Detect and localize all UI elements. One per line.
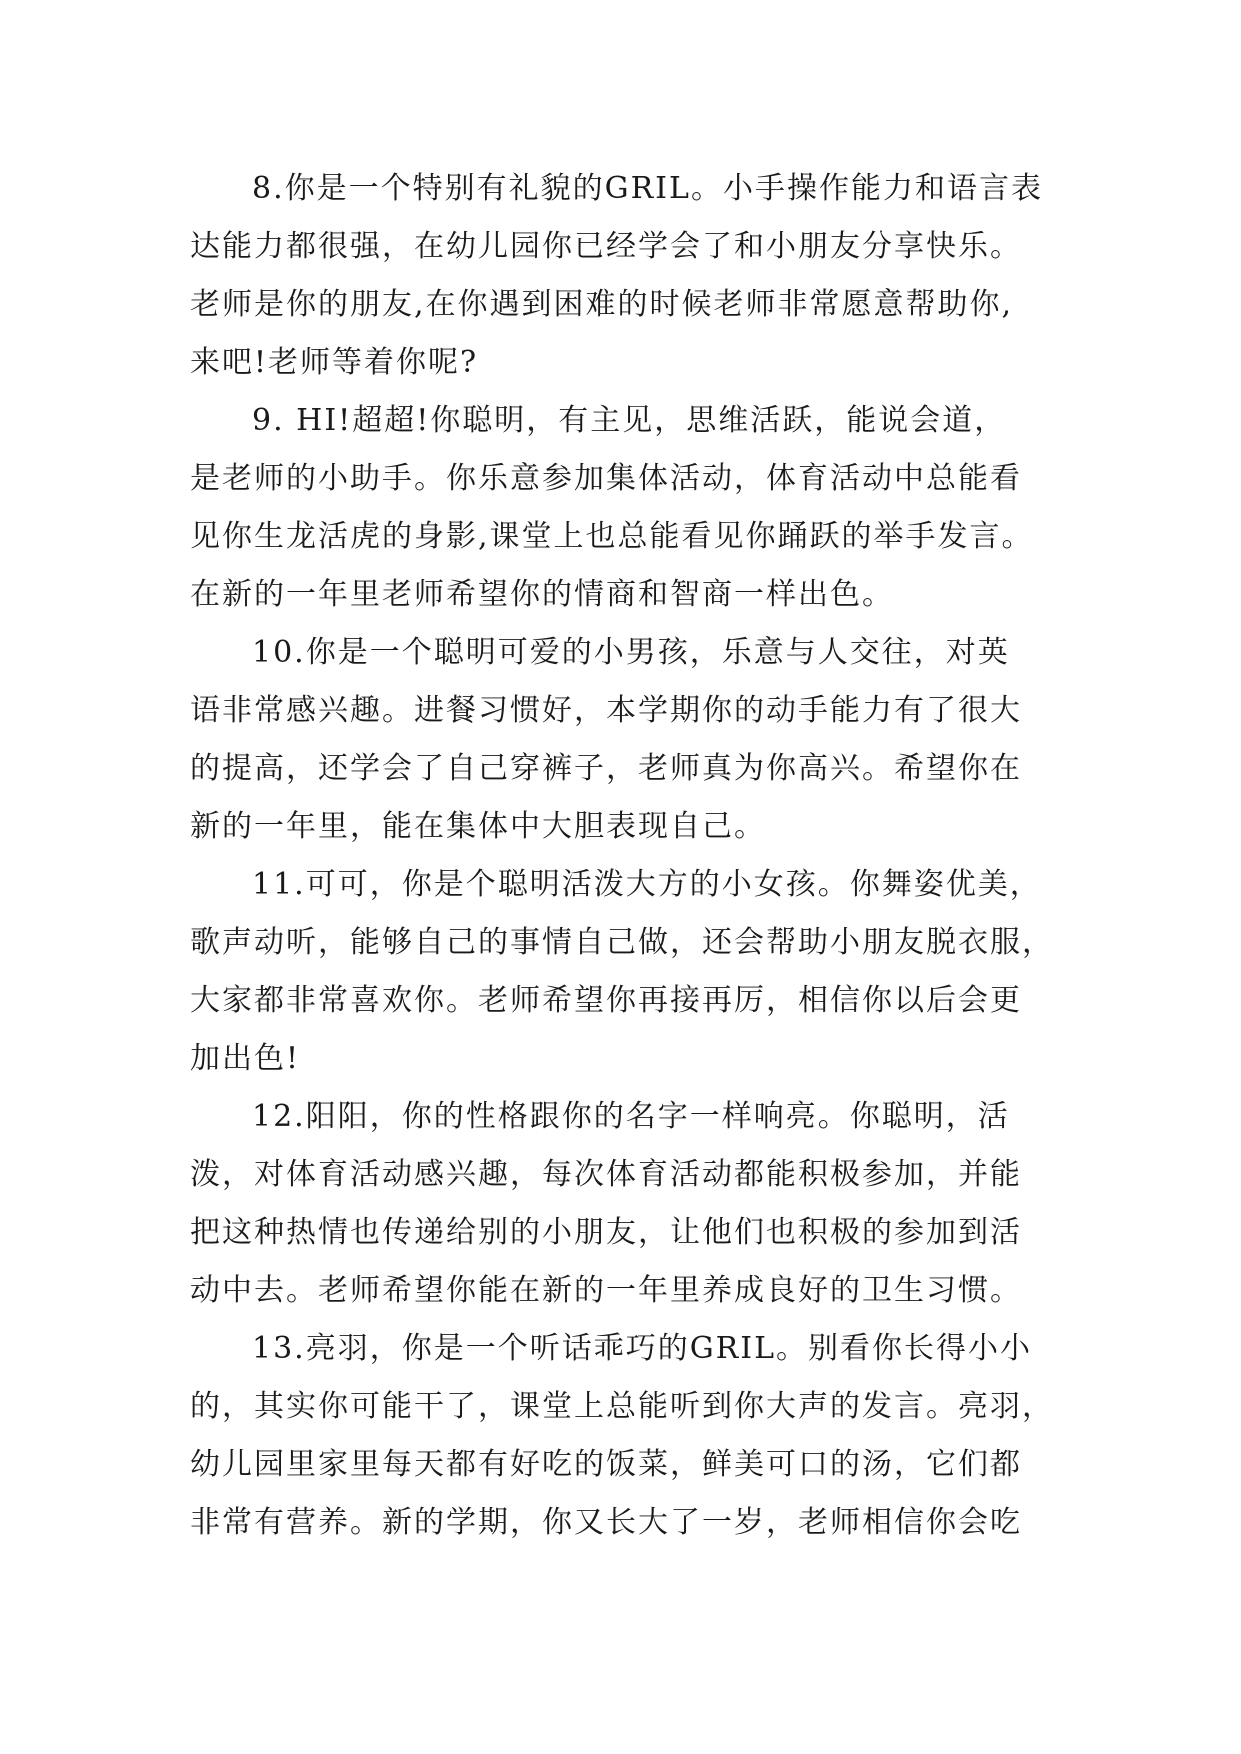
paragraph-12 [190, 1088, 1090, 1320]
paragraph-10 [190, 624, 1090, 856]
paragraph-8 [190, 160, 1090, 392]
paragraph-11 [190, 856, 1090, 1088]
paragraph-line: 把这种热情也传递给别的小朋友，让他们也积极的参加到活 [190, 1215, 1022, 1250]
paragraph-line: 的提高，还学会了自己穿裤子，老师真为你高兴。希望你在 [190, 751, 1022, 786]
paragraph-line: 是老师的小助手。你乐意参加集体活动，体育活动中总能看 [190, 461, 1022, 496]
paragraph-line: 10.你是一个聪明可爱的小男孩，乐意与人交往，对英 [252, 635, 1010, 670]
paragraph-line: 12.阳阳，你的性格跟你的名字一样响亮。你聪明，活 [252, 1099, 1010, 1134]
paragraph-line: 泼，对体育活动感兴趣，每次体育活动都能积极参加，并能 [190, 1157, 1022, 1192]
document-body [190, 160, 1090, 1552]
paragraph-line: 加出色! [190, 1041, 301, 1076]
paragraph-line: 8.你是一个特别有礼貌的GRIL。小手操作能力和语言表 [252, 171, 1043, 206]
paragraph-line: 动中去。老师希望你能在新的一年里养成良好的卫生习惯。 [190, 1273, 1022, 1308]
paragraph-line: 幼儿园里家里每天都有好吃的饭菜，鲜美可口的汤，它们都 [190, 1447, 1022, 1482]
paragraph-line: 在新的一年里老师希望你的情商和智商一样出色。 [190, 577, 894, 612]
paragraph-line: 语非常感兴趣。进餐习惯好，本学期你的动手能力有了很大 [190, 693, 1022, 728]
paragraph-line: 13.亮羽，你是一个听话乖巧的GRIL。别看你长得小小 [252, 1331, 1033, 1366]
paragraph-line: 老师是你的朋友,在你遇到困难的时候老师非常愿意帮助你, [190, 287, 1014, 322]
paragraph-line: 新的一年里，能在集体中大胆表现自己。 [190, 809, 766, 844]
paragraph-line: 歌声动听，能够自己的事情自己做，还会帮助小朋友脱衣服， [190, 925, 1054, 960]
paragraph-line: 来吧!老师等着你呢? [190, 345, 479, 380]
paragraph-line: 非常有营养。新的学期，你又长大了一岁，老师相信你会吃 [190, 1505, 1022, 1540]
paragraph-line: 达能力都很强，在幼儿园你已经学会了和小朋友分享快乐。 [190, 229, 1022, 264]
paragraph-9 [190, 392, 1090, 624]
paragraph-line: 11.可可，你是个聪明活泼大方的小女孩。你舞姿优美， [252, 867, 1042, 902]
paragraph-13 [190, 1320, 1090, 1552]
paragraph-line: 见你生龙活虎的身影,课堂上也总能看见你踊跃的举手发言。 [190, 519, 1034, 554]
paragraph-line: 大家都非常喜欢你。老师希望你再接再厉，相信你以后会更 [190, 983, 1022, 1018]
paragraph-line: 9. HI!超超!你聪明，有主见，思维活跃，能说会道， [252, 403, 1007, 438]
paragraph-line: 的，其实你可能干了，课堂上总能听到你大声的发言。亮羽， [190, 1389, 1054, 1424]
